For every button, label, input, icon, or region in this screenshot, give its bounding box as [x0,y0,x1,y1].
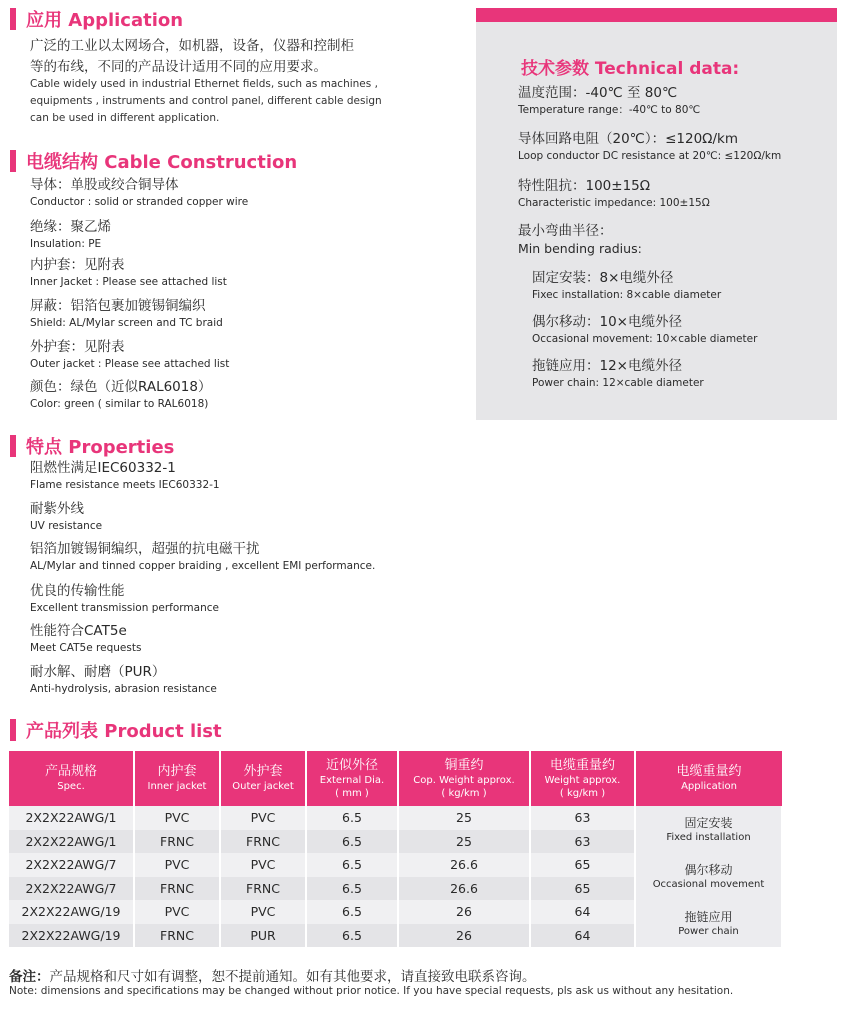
cell-cop: 26 [398,924,530,948]
application-title: 应用 Application [26,10,184,31]
construction-item-en: Conductor : solid or stranded copper wire [30,196,249,208]
table-row [9,900,782,924]
property-item [30,540,375,574]
cell-dia: 6.5 [306,853,398,877]
construction-item [30,218,111,252]
cell-weight: 63 [530,830,635,854]
application-cn-line1: 广泛的工业以太网场合，如机器，设备，仪器和控制柜 [30,38,354,54]
cell-inner: PVC [134,900,220,924]
cell-inner: PVC [134,853,220,877]
property-item [30,582,219,616]
cell-weight: 65 [530,853,635,877]
section-marker [10,435,16,457]
technical-item [518,222,642,256]
cell-application: 固定安装 Fixed installation [635,806,782,853]
construction-item-cn: 导体：单股或绞合铜导体 [30,177,179,193]
application-en-line3: can be used in different application. [30,112,220,124]
header-cop-weight: 铜重约 Cop. Weight approx. ( kg/km ) [398,751,530,806]
bending-item-cn: 拖链应用：12×电缆外径 [532,358,682,374]
property-item-en: Flame resistance meets IEC60332-1 [30,479,220,491]
header-spec: 产品规格 Spec. [9,751,134,806]
technical-item [518,84,700,118]
property-item-cn: 优良的传输性能 [30,583,125,599]
construction-item-en: Shield: AL/Mylar screen and TC braid [30,317,223,329]
cell-outer: PVC [220,900,306,924]
construction-item [30,378,211,412]
property-item-en: AL/Mylar and tinned copper braiding , excellent EMI performance. [30,560,376,572]
properties-section-title [10,433,174,459]
cell-dia: 6.5 [306,924,398,948]
application-en-line1: Cable widely used in industrial Ethernet fields, such as machines , [30,78,378,90]
table-row [9,806,782,830]
technical-data-panel [476,8,837,420]
property-item [30,663,217,697]
cell-weight: 65 [530,877,635,901]
property-item [30,459,220,493]
note-en: Note: dimensions and specifications may be changed without prior notice. If you have special requests, pls ask us without any hesitation. [9,985,734,997]
construction-item [30,338,229,372]
bending-item [532,357,704,391]
cell-inner: PVC [134,806,220,830]
bending-item-en: Occasional movement: 10×cable diameter [532,333,758,345]
property-item-en: Meet CAT5e requests [30,642,142,654]
bending-item-cn: 固定安装：8×电缆外径 [532,270,674,286]
construction-item-cn: 外护套：见附表 [30,339,125,355]
application-cn-line2: 等的布线，不同的产品设计适用不同的应用要求。 [30,59,327,75]
application-en-line2: equipments , instruments and control panel, different cable design [30,95,382,107]
property-item [30,500,102,534]
note-cn-label: 备注： [9,969,50,985]
table-row [9,853,782,877]
table-header-row [9,751,782,806]
technical-item-cn: 温度范围：-40℃ 至 80℃ [518,85,678,101]
cell-application: 偶尔移动 Occasional movement [635,853,782,900]
cell-dia: 6.5 [306,900,398,924]
bending-item [532,269,721,303]
section-marker [10,8,16,30]
cell-dia: 6.5 [306,877,398,901]
technical-item-en: Temperature range：-40℃ to 80℃ [518,104,701,116]
cell-spec: 2X2X22AWG/1 [9,830,134,854]
header-outer-jacket: 外护套 Outer jacket [220,751,306,806]
property-item-en: UV resistance [30,520,103,532]
cell-inner: FRNC [134,877,220,901]
bending-item-en: Fixec installation: 8×cable diameter [532,289,722,301]
cell-cop: 26 [398,900,530,924]
property-item [30,622,141,656]
header-weight: 电缆重量约 Weight approx. ( kg/km ) [530,751,635,806]
bending-item [532,313,757,347]
cell-spec: 2X2X22AWG/19 [9,924,134,948]
header-application: 电缆重量约 Application [635,751,782,806]
note-cn [9,965,536,985]
property-item-cn: 耐紫外线 [30,501,84,517]
cell-application: 拖链应用 Power chain [635,900,782,947]
cell-outer: PUR [220,924,306,948]
technical-title: 技术参数 Technical data: [521,59,740,79]
technical-item-en: Characteristic impedance: 100±15Ω [518,197,710,209]
note-cn-text: 产品规格和尺寸如有调整，恕不提前通知。如有其他要求，请直接致电联系咨询。 [49,969,536,985]
panel-top-bar [476,8,837,22]
cell-spec: 2X2X22AWG/7 [9,877,134,901]
cell-outer: FRNC [220,830,306,854]
properties-title: 特点 Properties [26,437,175,458]
construction-item-cn: 内护套：见附表 [30,257,125,273]
cell-weight: 63 [530,806,635,830]
product-table [9,751,783,947]
cell-cop: 26.6 [398,877,530,901]
construction-item-en: Outer jacket : Please see attached list [30,358,230,370]
construction-item [30,297,223,331]
construction-item [30,176,248,210]
cell-weight: 64 [530,924,635,948]
cell-inner: FRNC [134,924,220,948]
header-inner-jacket: 内护套 Inner jacket [134,751,220,806]
cell-outer: PVC [220,853,306,877]
construction-item-en: Inner Jacket : Please see attached list [30,276,227,288]
technical-item [518,130,781,164]
cell-spec: 2X2X22AWG/19 [9,900,134,924]
cell-spec: 2X2X22AWG/7 [9,853,134,877]
technical-item-en: Loop conductor DC resistance at 20℃: ≤120Ω/km [518,150,782,162]
product-list-title: 产品列表 Product list [26,721,222,742]
construction-item [30,256,227,290]
property-item-en: Excellent transmission performance [30,602,219,614]
cell-cop: 25 [398,830,530,854]
construction-item-cn: 屏蔽：铝箔包裹加镀锡铜编织 [30,298,206,314]
cell-outer: PVC [220,806,306,830]
property-item-cn: 耐水解、耐磨（PUR） [30,664,166,680]
property-item-en: Anti-hydrolysis, abrasion resistance [30,683,217,695]
construction-section-title [10,148,297,174]
header-external-dia: 近似外径 External Dia. ( mm ) [306,751,398,806]
cell-cop: 25 [398,806,530,830]
property-item-cn: 性能符合CAT5e [30,623,127,639]
cell-weight: 64 [530,900,635,924]
construction-item-cn: 颜色：绿色（近似RAL6018） [30,379,212,395]
property-item-cn: 铝箔加镀锡铜编织，超强的抗电磁干扰 [30,541,260,557]
application-section-title [10,6,183,32]
section-marker [10,150,16,172]
cell-dia: 6.5 [306,806,398,830]
cell-inner: FRNC [134,830,220,854]
cell-outer: FRNC [220,877,306,901]
property-item-cn: 阻燃性满足IEC60332-1 [30,460,176,476]
technical-item [518,177,710,211]
cell-spec: 2X2X22AWG/1 [9,806,134,830]
bending-item-en: Power chain: 12×cable diameter [532,377,704,389]
product-list-section-title [10,717,222,743]
cell-dia: 6.5 [306,830,398,854]
technical-item-en: Min bending radius: [518,241,642,256]
construction-item-cn: 绝缘：聚乙烯 [30,219,111,235]
technical-item-cn: 最小弯曲半径： [518,223,613,239]
construction-item-en: Color: green ( similar to RAL6018) [30,398,209,410]
technical-item-cn: 特性阻抗：100±15Ω [518,178,651,194]
construction-title: 电缆结构 Cable Construction [26,152,298,173]
section-marker [10,719,16,741]
bending-item-cn: 偶尔移动：10×电缆外径 [532,314,682,330]
construction-item-en: Insulation: PE [30,238,102,250]
cell-cop: 26.6 [398,853,530,877]
technical-item-cn: 导体回路电阻（20℃）：≤120Ω/km [518,131,739,147]
